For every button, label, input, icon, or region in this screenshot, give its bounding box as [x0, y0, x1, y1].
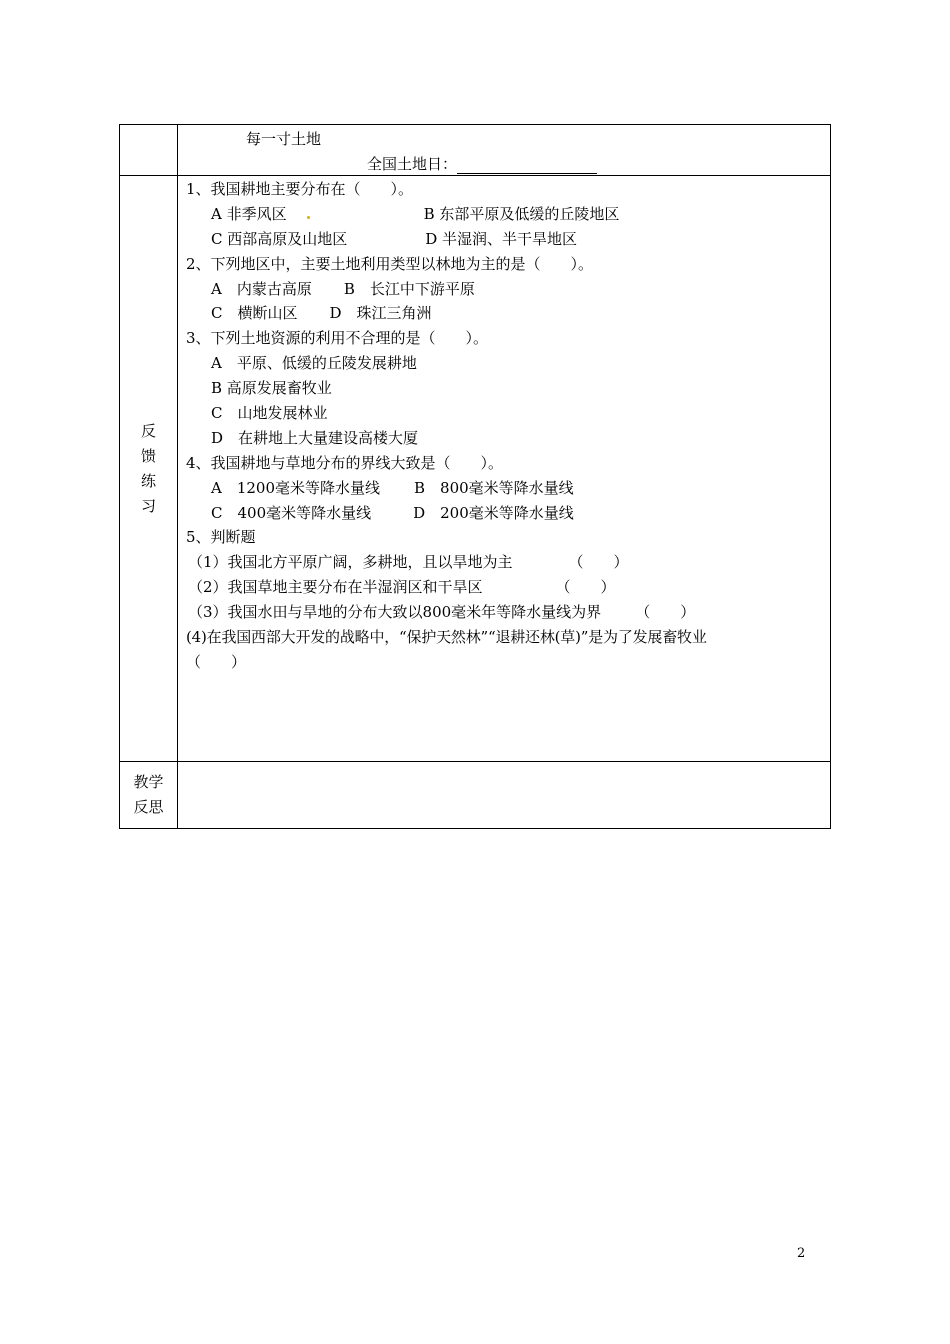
question-3-stem: 3、下列土地资源的利用不合理的是（ ）。 [186, 329, 489, 348]
option-d: D 200毫米等降水量线 [413, 503, 574, 522]
option-b: B 东部平原及低缓的丘陵地区 [423, 204, 620, 223]
reflection-content-cell[interactable] [178, 762, 831, 829]
option-c: C 400毫米等降水量线 [211, 503, 372, 522]
question-5-stem: 5、判断题 [186, 528, 256, 547]
judge-item-3 [186, 600, 830, 625]
judge-text: （3）我国水田与旱地的分布大致以800毫米年等降水量线为界 [188, 603, 602, 622]
question-3-option-d: D 在耕地上大量建设高楼大厦 [211, 428, 419, 447]
lesson-table [119, 124, 831, 829]
feedback-content-cell [178, 176, 831, 762]
question-3-option-b: B 高原发展畜牧业 [211, 379, 332, 398]
option-d: D 珠江三角洲 [329, 304, 432, 323]
question-2-stem: 2、下列地区中，主要土地利用类型以林地为主的是（ ）。 [186, 254, 594, 273]
feedback-label-cell [120, 176, 178, 762]
judge-answer-paren[interactable]: （ ） [568, 553, 629, 572]
judge-item-4 [186, 625, 830, 675]
question-3-option-a: A 平原、低缓的丘陵发展耕地 [211, 354, 417, 373]
option-a: A 内蒙古高原 [211, 279, 312, 298]
feedback-label-char: 练 [140, 471, 156, 490]
option-a: A 非季风区 [211, 204, 287, 223]
land-day-blank[interactable] [457, 157, 597, 174]
table-row-reflection [120, 762, 831, 829]
land-day-label: 全国土地日： [367, 155, 458, 173]
question-4-options-cd [186, 501, 830, 526]
option-c: C 横断山区 [211, 304, 298, 323]
judge-text: （2）我国草地主要分布在半湿润区和干旱区 [188, 578, 483, 597]
judge-answer-paren[interactable]: （ ） [186, 652, 247, 671]
question-2-options-cd [186, 301, 830, 326]
feedback-label-char: 反 [140, 421, 156, 440]
judge-text: (4)在我国西部大开发的战略中，“保护天然林”“退耕还林(草)”是为了发展畜牧业 [186, 628, 707, 647]
judge-answer-paren[interactable]: （ ） [555, 578, 616, 597]
reflection-label-line: 教学 [133, 773, 164, 791]
question-4-options-ab [186, 476, 830, 501]
option-a: A 1200毫米等降水量线 [211, 478, 381, 497]
judge-item-1 [186, 550, 830, 575]
judge-text: （1）我国北方平原广阔，多耕地，且以旱地为主 [188, 553, 513, 572]
question-3-option-c: C 山地发展林业 [211, 404, 328, 423]
question-4-stem: 4、我国耕地与草地分布的界线大致是（ ）。 [186, 453, 504, 472]
page-number: 2 [797, 1246, 806, 1261]
option-b: B 长江中下游平原 [343, 279, 475, 298]
land-day-line [367, 154, 597, 174]
question-1-options-ab [186, 202, 830, 227]
table-row-feedback [120, 176, 831, 762]
reflection-label-cell [120, 762, 178, 829]
question-1-stem: 1、我国耕地主要分布在（ ）。 [186, 180, 414, 198]
judge-answer-paren[interactable]: （ ） [635, 603, 696, 622]
empty-label-cell [120, 125, 178, 176]
table-row-top [120, 125, 831, 176]
question-1-options-cd [186, 227, 830, 252]
feedback-label-char: 馈 [140, 446, 156, 465]
top-content-cell [178, 125, 831, 176]
top-text-line: 每一寸土地 [246, 130, 322, 148]
option-d: D 半湿润、半干旱地区 [425, 229, 578, 248]
question-2-options-ab [186, 277, 830, 302]
option-b: B 800毫米等降水量线 [414, 478, 574, 497]
option-c: C 西部高原及山地区 [211, 229, 348, 248]
feedback-label-char: 习 [140, 496, 156, 515]
reflection-label-line: 反思 [133, 798, 164, 816]
ink-dot-mark [307, 216, 310, 219]
judge-item-2 [186, 575, 830, 600]
